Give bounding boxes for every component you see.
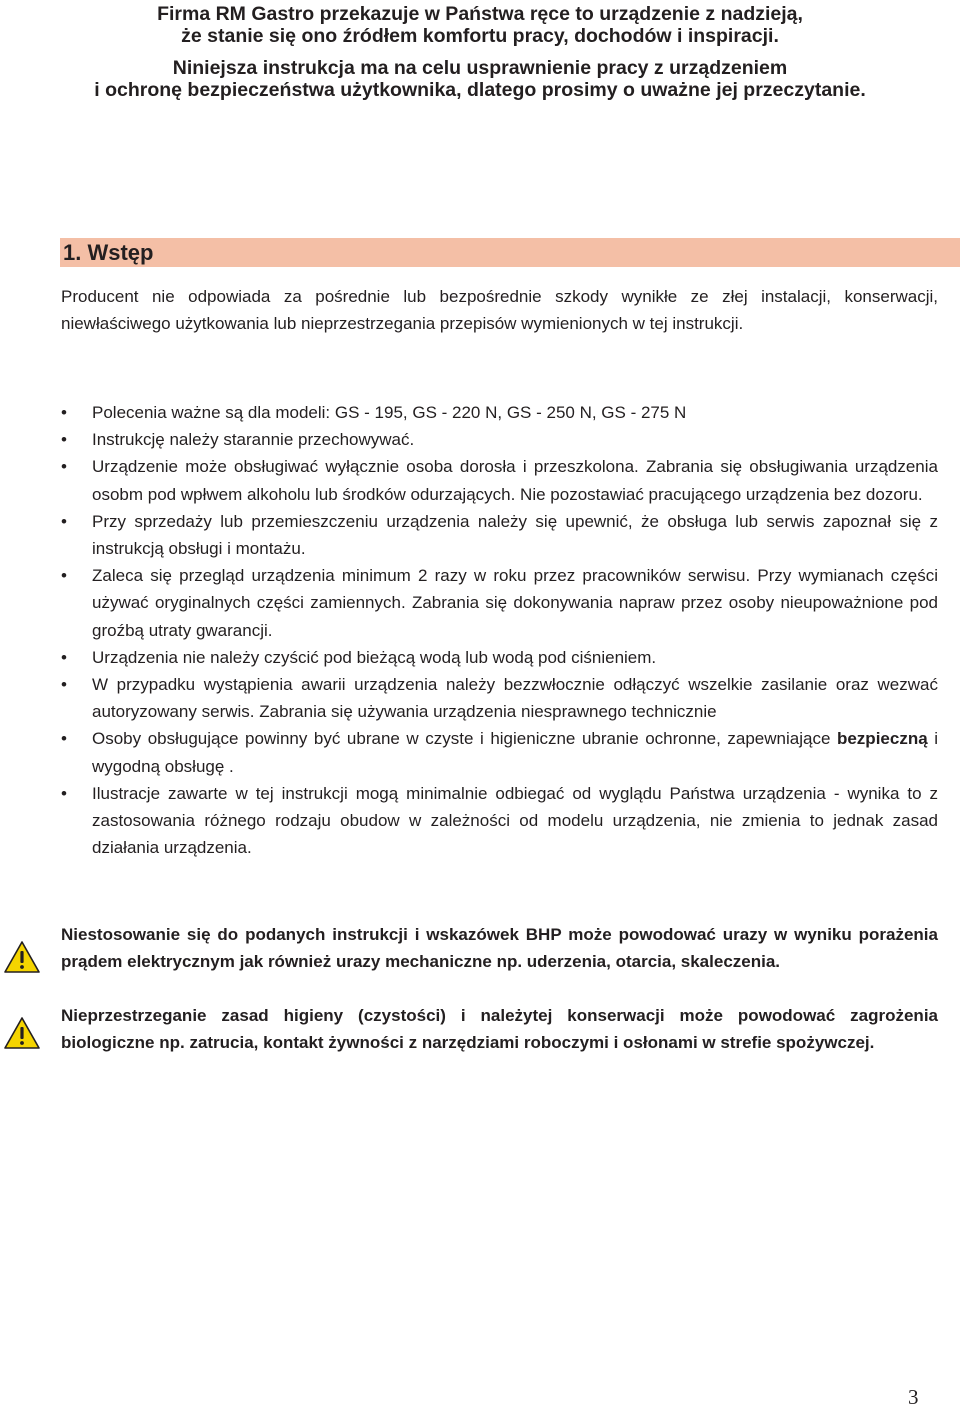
list-item — [61, 671, 938, 725]
list-item-text: i wygodną obsługę . — [92, 729, 939, 776]
list-item-text: Polecenia ważne są dla modeli: GS - 195, GS - 220 N, GS - 250 N, GS - 275 N — [92, 403, 687, 422]
warning-text-electrical: Niestosowanie się do podanych instrukcji i wskazówek BHP może powodować urazy w wyniku porażenia prądem elektrycznym jak również urazy mechaniczne np. uderzenia, otarcia, skaleczenia. — [61, 925, 938, 972]
list-item-text: Przy sprzedaży lub przemieszczeniu urządzenia należy się upewnić, że obsługa lub serwis zapoznał się z instrukcją obsługi i montażu. — [92, 511, 938, 559]
list-item — [61, 426, 938, 453]
list-item-text: Ilustracje zawarte w tej instrukcji mogą minimalnie odbiegać od wyglądu Państwa urządzenia - wynika to z zastosowania różnego rodzaju obudow w zależności od modelu urządzenia, nie zmienia to jednak zasad działania urządzenia. — [92, 783, 938, 858]
bullet-icon: • — [61, 430, 67, 450]
bullet-icon: • — [61, 403, 67, 422]
list-item-text: Osoby obsługujące powinny być ubrane w czyste i higieniczne ubranie ochronne, zapewniające — [92, 729, 837, 749]
section-title: 1. Wstęp — [63, 240, 154, 265]
intro-line: że stanie się ono źródłem komfortu pracy, dochodów i inspiracji. — [181, 25, 779, 47]
bullet-icon: • — [61, 729, 67, 749]
list-item-text: Urządzenie może obsługiwać wyłącznie osoba dorosła i przeszkolona. Zabrania się obsługiwania urządzenia osobm pod wpłwem alkoholu lub środków odurzających. Nie pozostawiać pracującego urządzenia bez dozoru. — [92, 457, 938, 504]
lead-paragraph: Producent nie odpowiada za pośrednie lub bezpośrednie szkody wynikłe ze złej instalacji, konserwacji, niewłaściwego użytkowania lub nieprzestrzegania przepisów wymienionych w tej instrukcji. — [61, 287, 938, 333]
bullet-icon: • — [61, 511, 67, 531]
list-item-text: Zaleca się przegląd urządzenia minimum 2 razy w roku przez pracowników serwisu. Przy wymianach części używać oryginalnych części zamiennych. Zabrania się dokonywania napraw przez osoby nieupoważnione pod groźbą utraty gwarancji. — [92, 566, 938, 640]
intro-block — [0, 3, 960, 101]
list-item — [61, 725, 938, 779]
bullet-icon: • — [61, 457, 67, 477]
list-item — [61, 508, 938, 562]
intro-paragraph-2 — [0, 57, 960, 101]
intro-line: Niniejsza instrukcja ma na celu usprawnienie pracy z urządzeniem — [172, 57, 788, 79]
list-item-text: Urządzenia nie należy czyścić pod bieżącą wodą lub wodą pod ciśnieniem. — [92, 647, 657, 667]
list-item — [61, 453, 938, 507]
warning-triangle-icon — [3, 940, 41, 974]
list-item — [61, 644, 938, 671]
bullet-icon: • — [61, 675, 67, 695]
intro-paragraph-1 — [0, 3, 960, 47]
section-header-bar — [60, 238, 960, 267]
list-item-text: W przypadku wystąpienia awarii urządzenia należy bezzwłocznie odłączyć wszelkie zasilanie oraz wezwać autoryzowany serwis. Zabrania się używania urządzenia niesprawnego technicznie — [92, 675, 938, 722]
warning-text-hygiene: Nieprzestrzeganie zasad higieny (czystości) i należytej konserwacji może powodować zagrożenia biologiczne np. zatrucia, kontakt żywności z narzędziami roboczymi i osłonami w strefie spożywczej. — [61, 1006, 938, 1053]
intro-line: Firma RM Gastro przekazuje w Państwa ręce to urządzenie z nadzieją, — [157, 3, 803, 25]
emphasis-text: bezpieczną — [836, 729, 928, 749]
list-item — [61, 399, 938, 426]
page-number: 3 — [908, 1385, 919, 1409]
list-item — [61, 780, 938, 862]
list-item-text: Instrukcję należy starannie przechowywać. — [92, 430, 415, 450]
bullet-icon: • — [61, 783, 67, 803]
warning-triangle-icon — [3, 1016, 41, 1050]
bullet-list — [61, 399, 938, 861]
list-item — [61, 562, 938, 644]
bullet-icon: • — [61, 566, 67, 586]
intro-line: i ochronę bezpieczeństwa użytkownika, dlatego prosimy o uważne jej przeczytanie. — [94, 79, 866, 101]
bullet-icon: • — [61, 647, 67, 667]
